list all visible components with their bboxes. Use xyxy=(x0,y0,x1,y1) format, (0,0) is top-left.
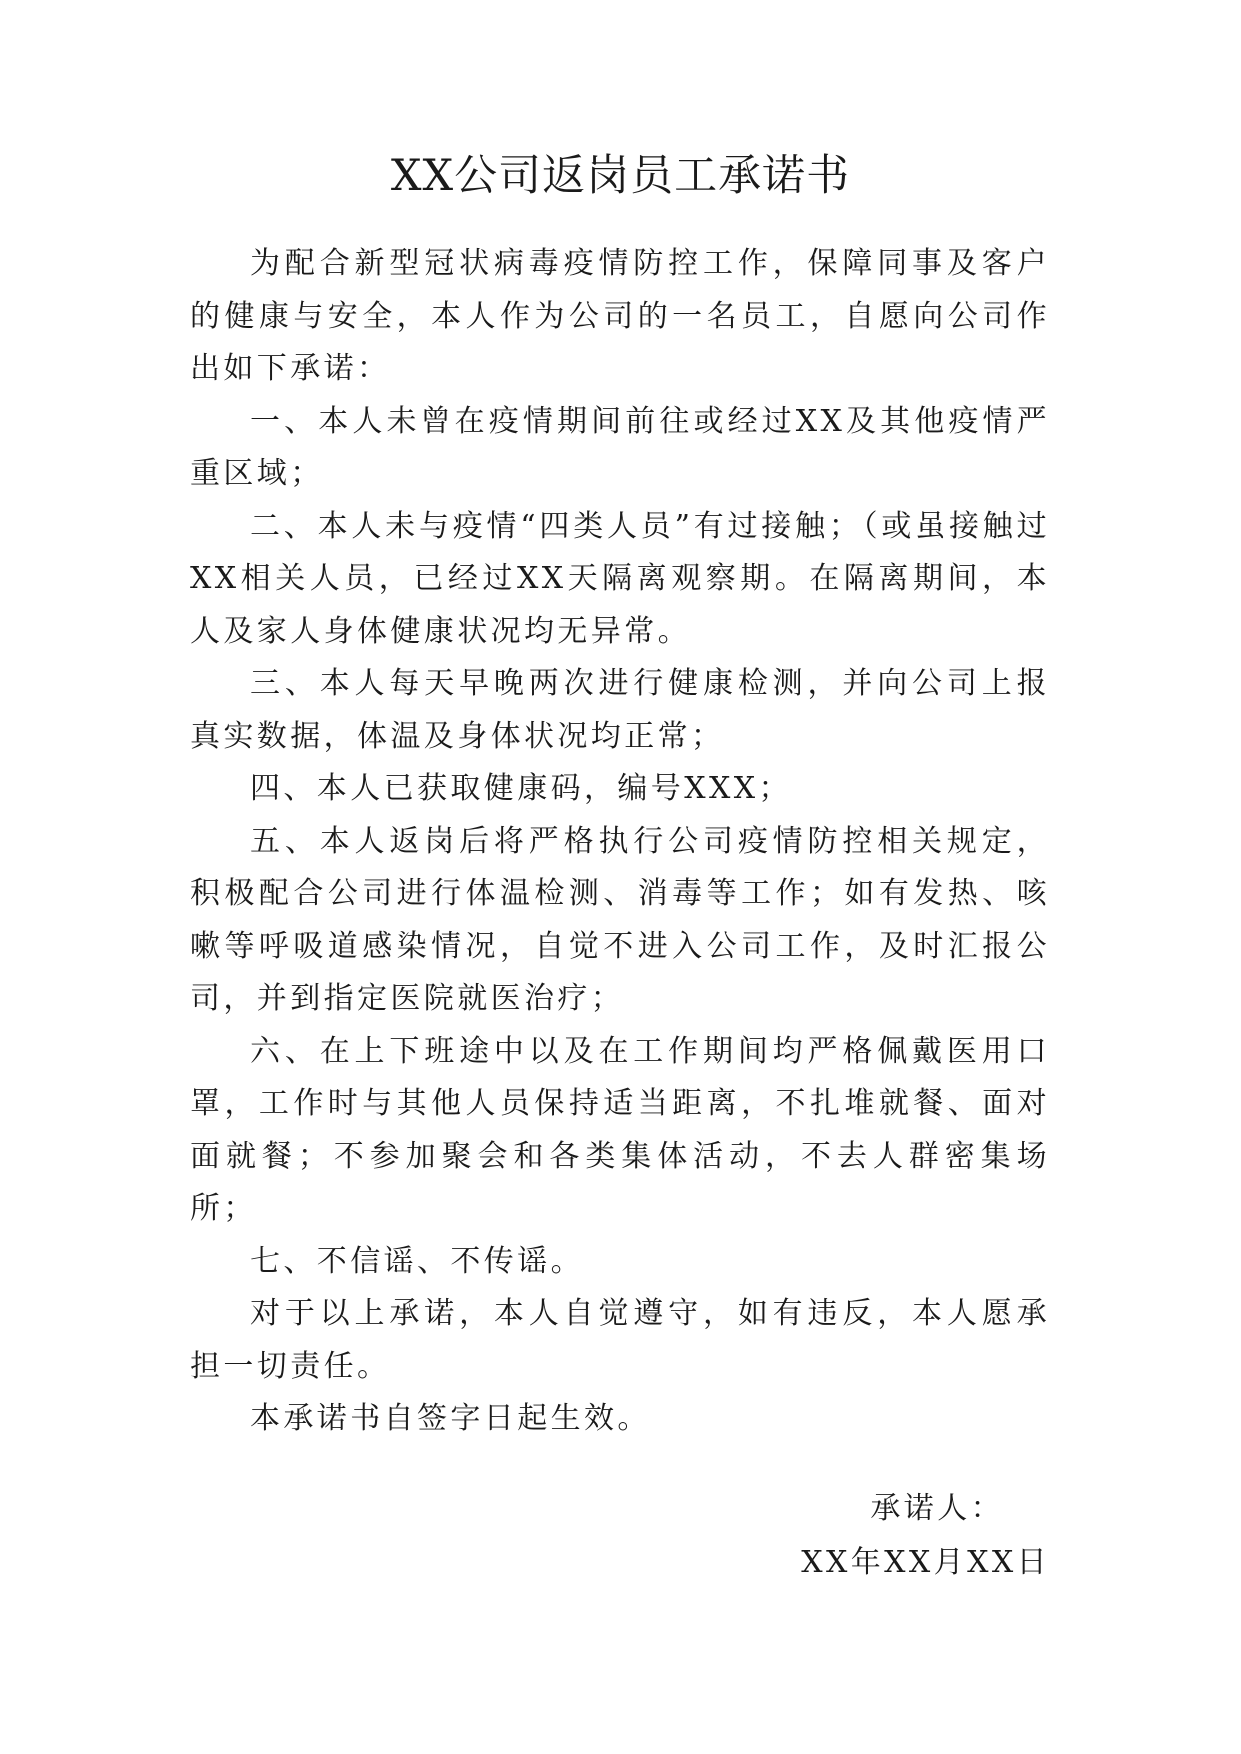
effective-statement: 本承诺书自签字日起生效。 xyxy=(250,1401,651,1436)
commitment-5: 五、本人返岗后将严格执行公司疫情防控相关规定，积极配合公司进行体温检测、消毒等工作；如有发热、咳嗽等呼吸道感染情况，自觉不进入公司工作，及时汇报公司，并到指定医院就医治疗； xyxy=(190,823,1050,1016)
document-title: XX公司返岗员工承诺书 xyxy=(390,151,851,201)
commitment-3: 三、本人每天早晚两次进行健康检测，并向公司上报真实数据，体温及身体状况均正常； xyxy=(190,666,1050,754)
commitment-1: 一、本人未曾在疫情期间前往或经过XX及其他疫情严重区域； xyxy=(190,403,1050,491)
closing-paragraph: 对于以上承诺，本人自觉遵守，如有违反，本人愿承担一切责任。 xyxy=(190,1296,1050,1384)
commitment-6: 六、在上下班途中以及在工作期间均严格佩戴医用口罩，工作时与其他人员保持适当距离，不扎堆就餐、面对面就餐；不参加聚会和各类集体活动，不去人群密集场所； xyxy=(190,1033,1050,1226)
commitment-4: 四、本人已获取健康码，编号XXX； xyxy=(250,771,792,806)
commitment-2: 二、本人未与疫情“四类人员”有过接触；（或虽接触过XX相关人员，已经过XX天隔离观察期。在隔离期间，本人及家人身体健康状况均无异常。 xyxy=(190,508,1050,649)
commitment-7: 七、不信谣、不传谣。 xyxy=(250,1243,584,1279)
signature-date: XX年XX月XX日 xyxy=(801,1545,1050,1580)
signer-label: 承诺人： xyxy=(870,1491,1004,1526)
intro-paragraph: 为配合新型冠状病毒疫情防控工作，保障同事及客户的健康与安全，本人作为公司的一名员工，自愿向公司作出如下承诺： xyxy=(190,246,1050,386)
document-body xyxy=(190,238,1050,1446)
signature-block xyxy=(801,1482,1050,1590)
